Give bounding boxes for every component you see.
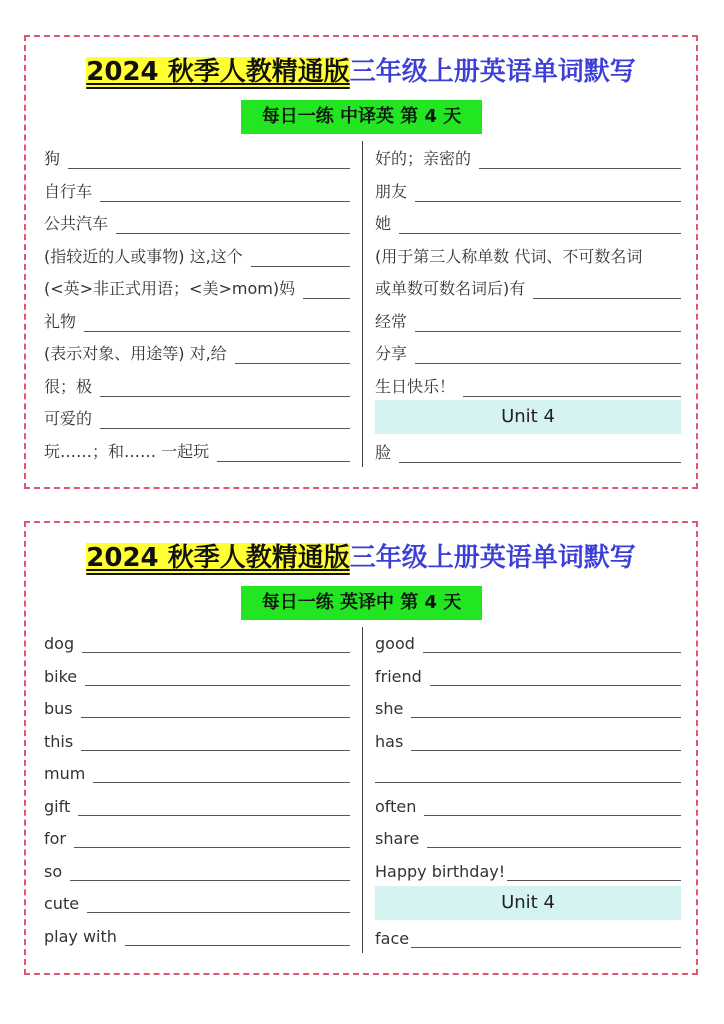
vocab-row bbox=[44, 922, 350, 946]
prompt-text: 公共汽车 bbox=[44, 214, 109, 233]
vocab-row bbox=[375, 308, 681, 332]
answer-line[interactable] bbox=[74, 827, 350, 848]
prompt-text: face bbox=[375, 929, 410, 948]
answer-line[interactable] bbox=[217, 441, 350, 462]
prompt-text: play with bbox=[44, 927, 117, 946]
prompt-text: friend bbox=[375, 667, 422, 686]
answer-line[interactable] bbox=[303, 278, 350, 299]
answer-line[interactable] bbox=[507, 860, 681, 881]
vocab-row bbox=[375, 340, 681, 364]
vocab-row bbox=[44, 694, 350, 718]
daily-practice-banner: 每日一练 中译英 第 4 天 bbox=[241, 100, 482, 134]
vocab-row bbox=[375, 824, 681, 848]
answer-line[interactable] bbox=[70, 860, 350, 881]
column-divider bbox=[362, 627, 363, 953]
answer-line[interactable] bbox=[375, 762, 681, 783]
answer-line[interactable] bbox=[415, 343, 681, 364]
prompt-text: 玩……；和…… 一起玩 bbox=[44, 442, 210, 461]
prompt-text: (用于第三人称单数 代词、不可数名词 bbox=[375, 247, 643, 266]
prompt-text: 可爱的 bbox=[44, 409, 93, 428]
vocab-row bbox=[375, 145, 681, 169]
answer-line[interactable] bbox=[68, 148, 350, 169]
prompt-text: 脸 bbox=[375, 443, 392, 462]
answer-line[interactable] bbox=[116, 213, 350, 234]
vocab-row bbox=[375, 662, 681, 686]
vocab-row bbox=[375, 924, 681, 948]
vocab-row bbox=[44, 145, 350, 169]
title-rest: 三年级上册英语单词默写 bbox=[349, 543, 636, 573]
prompt-text: mum bbox=[44, 764, 86, 783]
answer-line[interactable] bbox=[93, 762, 350, 783]
vocab-row bbox=[44, 373, 350, 397]
answer-line[interactable] bbox=[100, 408, 350, 429]
answer-line[interactable] bbox=[399, 442, 681, 463]
vocab-row bbox=[375, 275, 681, 299]
prompt-text: Happy birthday! bbox=[375, 862, 506, 881]
vocab-row bbox=[44, 210, 350, 234]
vocab-row bbox=[44, 889, 350, 913]
unit-banner: Unit 4 bbox=[375, 886, 681, 920]
prompt-text: 狗 bbox=[44, 149, 61, 168]
vocab-row bbox=[44, 275, 350, 299]
prompt-text: for bbox=[44, 829, 66, 848]
vocab-row bbox=[375, 694, 681, 718]
vocab-row bbox=[44, 629, 350, 653]
answer-line[interactable] bbox=[82, 632, 350, 653]
answer-line[interactable] bbox=[415, 311, 681, 332]
prompt-text: she bbox=[375, 699, 404, 718]
vocab-row-blank bbox=[375, 759, 681, 783]
vocab-row bbox=[375, 857, 681, 881]
vocab-row bbox=[44, 824, 350, 848]
worksheet-card-cn-to-en bbox=[24, 35, 698, 489]
prompt-text: this bbox=[44, 732, 74, 751]
answer-line[interactable] bbox=[423, 632, 681, 653]
answer-line[interactable] bbox=[411, 730, 681, 751]
vocab-row bbox=[44, 405, 350, 429]
answer-line[interactable] bbox=[84, 311, 350, 332]
vocab-row bbox=[44, 727, 350, 751]
vocab-row bbox=[44, 178, 350, 202]
answer-line[interactable] bbox=[235, 343, 350, 364]
answer-line[interactable] bbox=[430, 665, 681, 686]
title-rest: 三年级上册英语单词默写 bbox=[349, 57, 636, 87]
prompt-text: (表示对象、用途等) 对,给 bbox=[44, 344, 227, 363]
answer-line[interactable] bbox=[533, 278, 681, 299]
answer-line[interactable] bbox=[399, 213, 681, 234]
vocab-row bbox=[375, 373, 681, 397]
prompt-text: bike bbox=[44, 667, 78, 686]
vocab-row bbox=[44, 340, 350, 364]
vocab-row bbox=[375, 210, 681, 234]
prompt-text: 或单数可数名词后)有 bbox=[375, 279, 526, 298]
vocab-row bbox=[44, 759, 350, 783]
unit-banner: Unit 4 bbox=[375, 400, 681, 434]
prompt-text: 经常 bbox=[375, 312, 408, 331]
vocab-row-note bbox=[375, 243, 681, 267]
answer-line[interactable] bbox=[479, 148, 681, 169]
prompt-text: so bbox=[44, 862, 63, 881]
answer-line[interactable] bbox=[411, 927, 681, 948]
worksheet-title bbox=[26, 54, 696, 90]
vocab-row bbox=[44, 308, 350, 332]
prompt-text: has bbox=[375, 732, 404, 751]
vocab-row bbox=[44, 792, 350, 816]
vocab-row bbox=[44, 243, 350, 267]
prompt-text: (<英>非正式用语；<美>mom)妈 bbox=[44, 279, 296, 298]
answer-line[interactable] bbox=[424, 795, 681, 816]
prompt-text: 朋友 bbox=[375, 182, 408, 201]
prompt-text: 自行车 bbox=[44, 182, 93, 201]
answer-line[interactable] bbox=[251, 246, 350, 267]
prompt-text: 分享 bbox=[375, 344, 408, 363]
title-highlight: 2024 秋季人教精通版 bbox=[86, 57, 350, 87]
answer-line[interactable] bbox=[463, 376, 681, 397]
worksheet-title bbox=[26, 540, 696, 576]
vocab-row bbox=[375, 727, 681, 751]
column-divider bbox=[362, 141, 363, 467]
answer-line[interactable] bbox=[411, 697, 681, 718]
prompt-text: 她 bbox=[375, 214, 392, 233]
prompt-text: 好的；亲密的 bbox=[375, 149, 472, 168]
prompt-text: (指较近的人或事物) 这,这个 bbox=[44, 247, 243, 266]
answer-line[interactable] bbox=[125, 925, 350, 946]
prompt-text: 礼物 bbox=[44, 312, 77, 331]
prompt-text: good bbox=[375, 634, 415, 653]
vocab-row bbox=[375, 439, 681, 463]
answer-line[interactable] bbox=[100, 181, 350, 202]
title-highlight: 2024 秋季人教精通版 bbox=[86, 543, 350, 573]
answer-line[interactable] bbox=[415, 181, 681, 202]
worksheet-card-en-to-cn bbox=[24, 521, 698, 975]
answer-line[interactable] bbox=[100, 376, 350, 397]
prompt-text: share bbox=[375, 829, 420, 848]
prompt-text: dog bbox=[44, 634, 75, 653]
vocab-row bbox=[44, 857, 350, 881]
prompt-text: gift bbox=[44, 797, 71, 816]
answer-line[interactable] bbox=[87, 892, 350, 913]
prompt-text: bus bbox=[44, 699, 73, 718]
answer-line[interactable] bbox=[427, 827, 681, 848]
vocab-row bbox=[375, 629, 681, 653]
answer-line[interactable] bbox=[81, 697, 350, 718]
prompt-text: 很；极 bbox=[44, 377, 93, 396]
vocab-row bbox=[44, 662, 350, 686]
answer-line[interactable] bbox=[78, 795, 350, 816]
prompt-text: cute bbox=[44, 894, 80, 913]
answer-line[interactable] bbox=[81, 730, 350, 751]
prompt-text: 生日快乐！ bbox=[375, 377, 456, 396]
vocab-row bbox=[44, 438, 350, 462]
vocab-row bbox=[375, 178, 681, 202]
prompt-text: often bbox=[375, 797, 417, 816]
answer-line[interactable] bbox=[85, 665, 350, 686]
daily-practice-banner: 每日一练 英译中 第 4 天 bbox=[241, 586, 482, 620]
vocab-row bbox=[375, 792, 681, 816]
